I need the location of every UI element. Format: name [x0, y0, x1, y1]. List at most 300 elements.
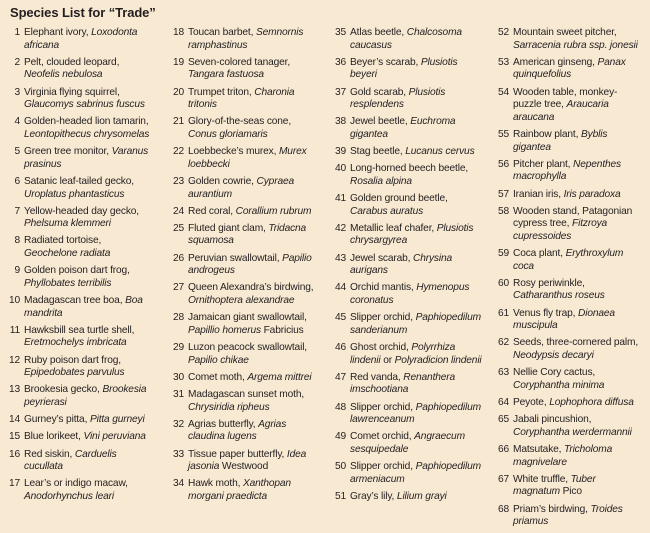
entry-number: 31 — [172, 388, 184, 400]
common-name: Iranian iris, — [513, 188, 564, 200]
alt-scientific-name: Polyradicion lindenii — [394, 354, 482, 366]
entry-number: 46 — [334, 342, 346, 353]
species-column-1 — [6, 27, 156, 508]
common-name: Red coral, — [188, 205, 236, 217]
scientific-name: Semnornis ramphastinus — [188, 27, 304, 51]
common-name: Green tree monitor, — [24, 146, 112, 158]
species-column-2 — [170, 27, 322, 508]
entry-text — [350, 342, 482, 366]
scientific-name: Cypraea aurantium — [188, 175, 294, 200]
entry-text — [188, 176, 294, 200]
entry-text — [350, 193, 448, 217]
species-entry — [6, 431, 156, 444]
entry-number: 38 — [334, 116, 346, 128]
entry-number: 9 — [14, 265, 20, 277]
entry-number: 1 — [14, 27, 20, 38]
species-entry — [170, 146, 322, 171]
common-name: Coca plant, — [513, 248, 566, 260]
entry-number: 58 — [497, 205, 509, 217]
species-entry — [332, 461, 486, 486]
common-name: Slipper orchid, — [350, 312, 416, 324]
common-name: Wooden table, monkey-puzzle tree, — [513, 86, 618, 111]
entry-text — [188, 27, 303, 51]
species-entry — [170, 206, 322, 219]
species-entry — [6, 265, 156, 290]
entry-text — [24, 57, 119, 81]
entry-text — [350, 163, 468, 187]
scientific-name: Plusiotis chrysargyrea — [350, 222, 474, 247]
entry-text — [24, 325, 134, 349]
common-name: Nellie Cory cactus, — [513, 367, 596, 379]
scientific-name: Tangara fastuosa — [188, 69, 264, 81]
common-name: Matsutake, — [513, 443, 565, 455]
species-entry — [170, 419, 322, 444]
species-entry — [332, 87, 486, 112]
entry-text — [24, 235, 110, 259]
species-entry — [495, 206, 645, 244]
species-entry — [332, 253, 486, 278]
entry-number: 30 — [172, 371, 184, 383]
scientific-name: Catharanthus roseus — [513, 290, 605, 302]
entry-number: 42 — [334, 222, 346, 234]
entry-text — [188, 419, 286, 443]
entry-number: 29 — [172, 342, 184, 353]
common-name: Madagascan sunset moth, — [188, 388, 305, 400]
common-name: Loebbecke’s murex, — [188, 146, 279, 158]
entry-text — [24, 116, 149, 140]
scientific-name: Neofelis nebulosa — [24, 69, 103, 81]
authority-name: Westwood — [219, 461, 269, 473]
entry-number: 11 — [9, 324, 20, 336]
entry-text — [188, 146, 307, 170]
entry-text — [24, 449, 117, 473]
entry-text — [24, 176, 134, 200]
scientific-name: Paphiopedilum armeniacum — [350, 461, 482, 485]
entry-text — [350, 282, 469, 306]
scientific-name: Xanthopan morgani praedicta — [188, 478, 291, 502]
entry-text — [350, 253, 452, 277]
scientific-name: Varanus prasinus — [24, 146, 149, 170]
species-entry — [6, 295, 156, 320]
common-name: Yellow-headed day gecko, — [24, 205, 139, 217]
entry-number: 27 — [172, 282, 184, 294]
entry-text — [513, 248, 623, 272]
entry-number: 50 — [334, 461, 346, 473]
common-name: Slipper orchid, — [350, 401, 416, 413]
species-entry — [495, 337, 645, 362]
entry-number: 5 — [14, 146, 20, 158]
entry-number: 43 — [334, 252, 346, 264]
species-entry — [170, 312, 322, 337]
common-name: Queen Alexandra’s birdwing, — [188, 282, 314, 294]
scientific-name: Plusiotis resplendens — [350, 86, 446, 111]
species-entry — [6, 206, 156, 231]
entry-text — [513, 206, 632, 242]
species-entry — [6, 449, 156, 474]
scientific-name: Lucanus cervus — [405, 146, 475, 158]
scientific-name: Lophophora diffusa — [549, 396, 634, 408]
scientific-name: Nepenthes macrophylla — [513, 158, 621, 183]
common-name: White truffle, — [513, 473, 571, 485]
common-name: Ghost orchid, — [350, 342, 412, 353]
entry-number: 55 — [497, 128, 509, 140]
species-entry — [170, 449, 322, 474]
scientific-name: Charonia tritonis — [188, 86, 295, 111]
scientific-name: Brookesia peyrierasi — [24, 384, 147, 408]
scientific-name: Chrysina aurigans — [350, 252, 453, 277]
entry-number: 14 — [8, 414, 20, 426]
entry-text — [188, 389, 304, 413]
scientific-name: Idea jasonia — [188, 448, 307, 473]
species-column-3 — [332, 27, 486, 508]
scientific-name: Tridacna squamosa — [188, 222, 307, 247]
entry-text — [350, 461, 481, 485]
entry-number: 28 — [172, 312, 184, 324]
entry-number: 64 — [497, 396, 509, 408]
species-entry — [332, 116, 486, 141]
entry-number: 52 — [497, 27, 509, 38]
entry-number: 34 — [172, 478, 184, 490]
common-name: Rosy periwinkle, — [513, 277, 585, 289]
scientific-name: Lilium grayi — [396, 490, 447, 502]
common-name: Jabali pincushion, — [513, 414, 592, 426]
scientific-name: Sarracenia rubra ssp. jonesii — [513, 39, 638, 51]
entry-number: 48 — [334, 401, 346, 413]
species-entry — [170, 116, 322, 141]
common-name: Seven-colored tanager, — [188, 56, 291, 68]
scientific-name: Paphiopedilum lawrenceanum — [350, 401, 482, 426]
scientific-name: Leontopithecus chrysomelas — [24, 128, 150, 140]
entry-number: 33 — [172, 448, 184, 460]
entry-number: 63 — [497, 367, 509, 379]
species-entry — [170, 389, 322, 414]
entry-text — [188, 57, 290, 81]
scientific-name: Chrysiridia ripheus — [188, 401, 270, 413]
species-entry — [495, 129, 645, 154]
common-name: Hawk moth, — [188, 478, 243, 490]
species-entry — [170, 478, 322, 503]
entry-text — [513, 474, 596, 498]
common-name: Seeds, three-cornered palm, — [513, 337, 639, 349]
common-name: Pelt, clouded leopard, — [24, 56, 120, 68]
species-entry — [495, 367, 645, 392]
entry-number: 62 — [497, 337, 509, 349]
entry-number: 15 — [8, 431, 20, 443]
scientific-name: Iris paradoxa — [563, 188, 621, 200]
authority-name: Fabricius — [260, 324, 304, 336]
scientific-name: Papilio androgeus — [188, 252, 312, 277]
species-entry — [332, 491, 486, 504]
entry-text — [350, 491, 447, 502]
entry-number: 44 — [334, 282, 346, 294]
entry-text — [513, 444, 612, 468]
common-name: Trumpet triton, — [188, 86, 255, 98]
entry-number: 56 — [497, 158, 509, 170]
entry-number: 17 — [8, 478, 20, 490]
entry-number: 19 — [172, 56, 184, 68]
entry-number: 22 — [172, 146, 184, 158]
common-name: Blue lorikeet, — [24, 431, 84, 443]
scientific-name: Eretmochelys imbricata — [24, 337, 127, 349]
entry-text — [24, 27, 137, 51]
scientific-name: Hymenopus coronatus — [350, 282, 470, 307]
species-entry — [332, 146, 486, 159]
scientific-name: Renanthera imschootiana — [350, 371, 456, 396]
scientific-name: Phyllobates terribilis — [24, 277, 112, 289]
entry-text — [24, 478, 128, 502]
species-entry — [332, 402, 486, 427]
species-entry — [6, 325, 156, 350]
common-name: Mountain sweet pitcher, — [513, 27, 617, 38]
species-entry — [6, 57, 156, 82]
scientific-name: Loxodonta africana — [24, 27, 138, 51]
entry-text — [513, 189, 621, 200]
common-name: American ginseng, — [513, 56, 598, 68]
entry-number: 8 — [14, 235, 20, 247]
common-name: Venus fly trap, — [513, 307, 578, 319]
entry-number: 53 — [497, 56, 509, 68]
entry-number: 4 — [14, 116, 20, 128]
scientific-name: Panax quinquefolius — [513, 56, 626, 81]
common-name: Fluted giant clam, — [188, 222, 269, 234]
entry-number: 35 — [334, 27, 346, 38]
entry-text — [188, 449, 306, 473]
entry-number: 39 — [334, 146, 346, 158]
entry-number: 40 — [334, 163, 346, 175]
entry-number: 12 — [8, 354, 20, 366]
scientific-name: Glaucomys sabrinus fuscus — [24, 99, 145, 111]
species-entry — [170, 253, 322, 278]
entry-number: 60 — [497, 277, 509, 289]
entry-number: 13 — [8, 384, 20, 396]
scientific-name: Vini peruviana — [83, 431, 146, 443]
entry-text — [188, 372, 312, 383]
species-entry — [495, 159, 645, 184]
entry-text — [350, 372, 455, 396]
entry-text — [350, 312, 481, 336]
species-entry — [6, 176, 156, 201]
entry-number: 45 — [334, 312, 346, 324]
species-entry — [495, 278, 645, 303]
scientific-name: Geochelone radiata — [24, 248, 111, 260]
entry-text — [24, 384, 146, 408]
scientific-name: Carabus auratus — [350, 205, 424, 217]
species-entry — [495, 504, 645, 529]
scientific-name: Byblis gigantea — [513, 128, 608, 153]
page-title: Species List for “Trade” — [10, 5, 156, 20]
species-entry — [332, 57, 486, 82]
entry-number: 67 — [497, 473, 509, 485]
species-entry — [170, 176, 322, 201]
entry-text — [24, 431, 146, 442]
entry-text — [513, 504, 623, 528]
entry-text — [350, 431, 465, 455]
entry-number: 21 — [172, 116, 184, 128]
entry-number: 20 — [172, 86, 184, 98]
scientific-name: Troides priamus — [513, 503, 623, 528]
species-entry — [332, 193, 486, 218]
species-entry — [332, 431, 486, 456]
entry-text — [24, 414, 145, 425]
scientific-name: Boa mandrita — [24, 295, 143, 319]
entry-text — [24, 87, 145, 111]
scientific-name: Ornithoptera alexandrae — [188, 295, 295, 307]
entry-text — [513, 414, 632, 438]
entry-number: 54 — [497, 86, 509, 98]
species-column-4 — [495, 27, 645, 533]
species-entry — [6, 355, 156, 380]
entry-text — [513, 278, 605, 302]
scientific-name: Papillio homerus — [188, 324, 261, 336]
species-entry — [495, 444, 645, 469]
entry-number: 16 — [8, 448, 20, 460]
common-name: Jamaican giant swallowtail, — [188, 312, 307, 324]
species-entry — [170, 87, 322, 112]
species-entry — [170, 27, 322, 52]
common-name: Red siskin, — [24, 448, 75, 460]
species-entry — [495, 397, 645, 410]
common-name: Tissue paper butterfly, — [188, 448, 287, 460]
entry-text — [513, 57, 626, 81]
entry-number: 24 — [172, 205, 184, 217]
common-name: Peyote, — [513, 396, 550, 408]
entry-number: 59 — [497, 248, 509, 260]
species-entry — [170, 282, 322, 307]
entry-number: 7 — [14, 205, 20, 217]
scientific-name: Coryphantha minima — [513, 379, 605, 391]
scientific-name: Pitta gurneyi — [89, 414, 145, 426]
common-name: Wooden stand, Patagonian cypress tree, — [513, 205, 633, 230]
scientific-name: Fitzroya cupressoides — [513, 218, 608, 242]
entry-text — [188, 282, 313, 306]
entry-number: 36 — [334, 56, 346, 68]
scientific-name: Tricholoma magnivelare — [513, 443, 613, 468]
scientific-name: Agrias claudina lugens — [188, 418, 287, 443]
species-entry — [6, 27, 156, 52]
entry-text — [24, 355, 125, 379]
entry-number: 68 — [497, 503, 509, 515]
common-name: Golden ground beetle, — [350, 193, 448, 205]
entry-number: 23 — [172, 175, 184, 187]
common-name: Agrias butterfly, — [188, 418, 259, 430]
scientific-name: Corallium rubrum — [235, 205, 312, 217]
species-entry — [332, 27, 486, 52]
common-name: Radiated tortoise, — [24, 235, 102, 247]
common-name: Golden cowrie, — [188, 175, 257, 187]
entry-number: 37 — [334, 86, 346, 98]
scientific-name: Papilio chikae — [188, 354, 249, 366]
scientific-name: Epipedobates parvulus — [24, 367, 125, 379]
scientific-name: Angraecum sesquipedale — [350, 431, 465, 455]
common-name: Virginia flying squirrel, — [24, 86, 120, 98]
scientific-name: Paphiopedilum sanderianum — [350, 312, 482, 336]
scientific-name: Plusiotis beyeri — [350, 56, 458, 81]
entry-text — [513, 27, 638, 51]
scientific-name: Araucaria araucana — [513, 99, 609, 123]
species-entry — [332, 163, 486, 188]
entry-text — [188, 253, 312, 277]
species-entry — [170, 57, 322, 82]
entry-text — [188, 342, 307, 366]
common-name: Jewel scarab, — [350, 252, 414, 264]
entry-number: 25 — [172, 222, 184, 234]
common-name: Hawksbill sea turtle shell, — [24, 324, 135, 336]
species-entry — [6, 146, 156, 171]
authority-name: Pico — [559, 486, 582, 498]
scientific-name: Rosalia alpina — [350, 175, 412, 187]
common-name: Beyer’s scarab, — [350, 56, 421, 68]
species-entry — [6, 478, 156, 503]
scientific-name: Neodypsis decaryi — [513, 350, 594, 361]
entry-text — [513, 397, 634, 408]
common-name: Metallic leaf chafer, — [350, 222, 437, 234]
entry-text — [350, 402, 481, 426]
entry-text — [513, 367, 604, 391]
scientific-name: Argema mittrei — [247, 371, 312, 383]
common-name: Stag beetle, — [350, 146, 406, 158]
species-entry — [332, 223, 486, 248]
common-name: Lear’s or indigo macaw, — [24, 478, 128, 490]
name-connector: or — [380, 354, 395, 366]
common-name: Pitcher plant, — [513, 158, 574, 170]
entry-text — [350, 87, 445, 111]
entry-text — [513, 87, 617, 123]
scientific-name: Anodorhynchus leari — [24, 490, 115, 502]
entry-text — [513, 129, 607, 153]
common-name: Gurney’s pitta, — [24, 414, 90, 426]
entry-number: 47 — [334, 371, 346, 383]
species-entry — [332, 282, 486, 307]
species-entry — [6, 87, 156, 112]
species-entry — [495, 57, 645, 82]
entry-text — [188, 116, 291, 140]
entry-text — [188, 87, 294, 111]
species-entry — [6, 384, 156, 409]
entry-number: 41 — [334, 193, 346, 205]
scientific-name: Carduelis cucullata — [24, 448, 117, 473]
species-entry — [170, 342, 322, 367]
scientific-name: Dionaea muscipula — [513, 307, 615, 332]
common-name: Toucan barbet, — [188, 27, 256, 38]
species-entry — [170, 372, 322, 385]
common-name: Atlas beetle, — [350, 27, 407, 38]
entry-number: 51 — [334, 490, 346, 502]
scientific-name: Euchroma gigantea — [350, 116, 456, 140]
common-name: Glory-of-the-seas cone, — [188, 116, 291, 128]
species-entry — [170, 223, 322, 248]
common-name: Rainbow plant, — [513, 128, 581, 140]
common-name: Peruvian swallowtail, — [188, 252, 283, 264]
common-name: Elephant ivory, — [24, 27, 92, 38]
entry-text — [24, 265, 130, 289]
entry-number: 10 — [8, 295, 20, 307]
entry-number: 66 — [497, 443, 509, 455]
entry-text — [350, 223, 473, 247]
common-name: Golden-headed lion tamarin, — [24, 116, 149, 128]
common-name: Long-horned beech beetle, — [350, 163, 469, 175]
entry-text — [513, 337, 638, 361]
entry-number: 65 — [497, 414, 509, 426]
scientific-name: Chalcosoma caucasus — [350, 27, 462, 51]
entry-text — [350, 116, 455, 140]
entry-number: 2 — [14, 56, 20, 68]
species-entry — [495, 414, 645, 439]
entry-text — [188, 478, 291, 502]
common-name: Jewel beetle, — [350, 116, 411, 128]
species-entry — [6, 235, 156, 260]
common-name: Comet orchid, — [350, 431, 415, 443]
species-entry — [332, 342, 486, 367]
